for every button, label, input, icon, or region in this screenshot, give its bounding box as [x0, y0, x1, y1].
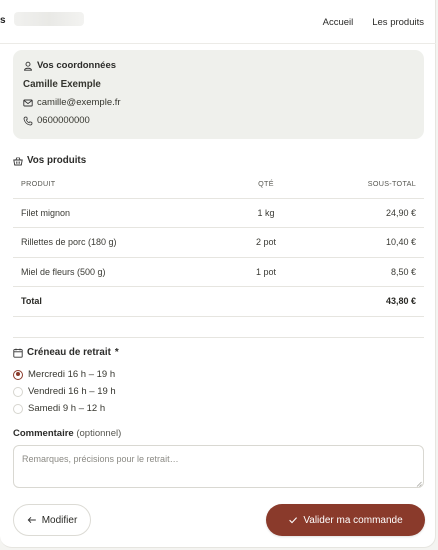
radio-selected[interactable] — [13, 370, 23, 380]
customer-phone: 0600000000 — [37, 115, 90, 126]
product-name: Rillettes de porc (180 g) — [13, 228, 213, 258]
pickup-option-label: Mercredi 16 h – 19 h — [28, 369, 116, 380]
submit-order-label: Valider ma commande — [303, 514, 403, 526]
customer-email-row — [23, 97, 121, 108]
comment-optional-hint: (optionnel) — [76, 428, 122, 439]
arrow-left-icon — [27, 515, 37, 525]
product-subtotal: 24,90 € — [319, 198, 424, 228]
pickup-option-vendredi[interactable] — [13, 383, 116, 400]
product-subtotal: 10,40 € — [319, 228, 424, 258]
coordinates-heading — [23, 60, 116, 71]
main-nav — [323, 17, 424, 28]
coordinates-title: Vos coordonnées — [37, 60, 117, 71]
section-divider — [13, 337, 424, 338]
col-header-subtotal: SOUS-TOTAL — [319, 169, 424, 198]
check-icon — [288, 515, 298, 525]
pickup-title: Créneau de retrait — [27, 347, 111, 358]
comment-input[interactable] — [13, 445, 424, 488]
product-name: Miel de fleurs (500 g) — [13, 257, 213, 287]
pickup-option-label: Vendredi 16 h – 19 h — [28, 386, 116, 397]
customer-email: camille@exemple.fr — [37, 97, 121, 108]
comment-label-text: Commentaire — [13, 428, 74, 439]
pickup-heading — [13, 347, 119, 358]
comment-label — [13, 428, 121, 439]
pickup-options — [13, 366, 116, 417]
resize-grip-icon[interactable] — [416, 481, 422, 487]
col-header-qty: QTÉ — [213, 169, 319, 198]
coordinates-panel — [13, 50, 424, 139]
required-mark: * — [114, 347, 119, 358]
site-header — [0, 0, 436, 44]
product-qty: 1 kg — [213, 198, 319, 228]
table-row — [13, 257, 424, 287]
pickup-option-mercredi[interactable] — [13, 366, 116, 383]
basket-icon — [13, 156, 23, 166]
product-name: Filet mignon — [13, 198, 213, 228]
radio-unselected[interactable] — [13, 387, 23, 397]
mail-icon — [23, 98, 33, 108]
total-spacer — [213, 287, 319, 317]
modify-button[interactable] — [13, 504, 91, 536]
radio-unselected[interactable] — [13, 404, 23, 414]
modify-button-label: Modifier — [41, 514, 78, 526]
nav-link-accueil[interactable]: Accueil — [322, 17, 354, 28]
pickup-option-samedi[interactable] — [13, 400, 116, 417]
products-table — [13, 169, 424, 317]
total-value: 43,80 € — [319, 287, 424, 317]
user-icon — [23, 61, 33, 71]
brand-logo-fragment[interactable]: s — [0, 15, 6, 26]
products-header-row — [13, 169, 424, 198]
customer-phone-row — [23, 115, 90, 126]
col-header-product: PRODUIT — [13, 169, 213, 198]
customer-name: Camille Exemple — [23, 79, 101, 90]
table-row — [13, 198, 424, 228]
submit-order-button[interactable] — [266, 504, 425, 536]
nav-link-produits[interactable]: Les produits — [372, 17, 424, 28]
product-qty: 2 pot — [213, 228, 319, 258]
brand-blurred — [14, 12, 84, 26]
product-qty: 1 pot — [213, 257, 319, 287]
product-subtotal: 8,50 € — [319, 257, 424, 287]
total-row — [13, 287, 424, 317]
products-title: Vos produits — [27, 155, 87, 166]
calendar-icon — [13, 348, 23, 358]
total-label: Total — [13, 287, 213, 317]
pickup-option-label: Samedi 9 h – 12 h — [28, 403, 106, 414]
phone-icon — [23, 116, 33, 126]
table-row — [13, 228, 424, 258]
products-heading — [13, 155, 86, 166]
